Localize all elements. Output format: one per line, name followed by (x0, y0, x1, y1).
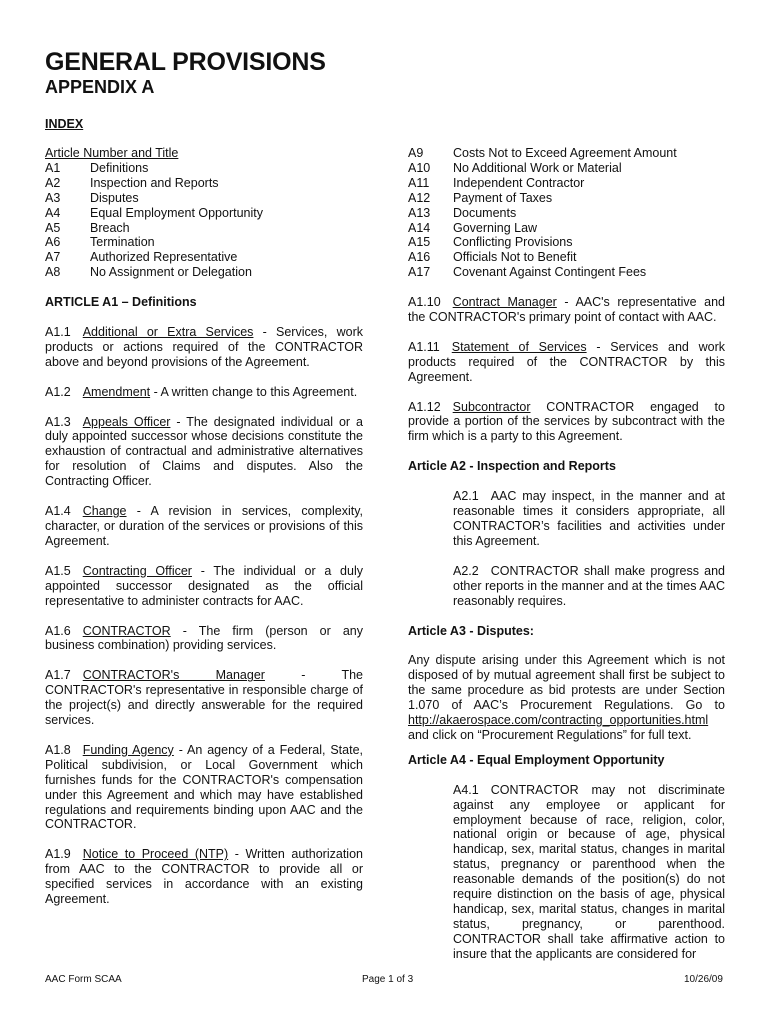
definition-paragraph: A1.9 Notice to Proceed (NTP) - Written authorization from AAC to the CONTRACTOR to provide all or specified services in accordance with an existing Agreement. (45, 847, 363, 907)
footer-form-label: AAC Form SCAA (45, 974, 122, 985)
article-a4-heading: Article A4 - Equal Employment Opportunity (408, 752, 665, 767)
article-a3-heading: Article A3 - Disputes: (408, 623, 534, 638)
index-list-right (408, 146, 738, 280)
index-list-left (45, 146, 375, 280)
procurement-link[interactable]: http://akaerospace.com/contracting_opportunities.html (408, 713, 709, 728)
definition-paragraph: A1.6 CONTRACTOR - The firm (person or any business combination) providing services. (45, 623, 363, 653)
left-column (45, 295, 363, 922)
definition-paragraph: A1.7 CONTRACTOR's Manager - The CONTRACTOR's representative in responsible charge of the project(s) and directly answerable for the required services. (45, 668, 363, 728)
definition-paragraph: A1.2 Amendment - A written change to this Agreement. (45, 384, 358, 399)
index-item: A13 Documents (408, 205, 517, 220)
definition-paragraph: A1.10 Contract Manager - AAC's representative and the CONTRACTOR's primary point of contact with AAC. (408, 295, 725, 324)
index-item: A6 Termination (45, 235, 155, 250)
definition-paragraph: A1.11 Statement of Services - Services and work products required of the CONTRACTOR by this Agreement. (408, 339, 725, 384)
index-item: A9 Costs Not to Exceed Agreement Amount (408, 146, 677, 160)
index-item: A5 Breach (45, 220, 130, 235)
clause-paragraph: A2.1 AAC may inspect, in the manner and at reasonable times it considers appropriate, all CONTRACTOR’s facilities and activities under this Agreement. (453, 489, 725, 548)
index-item: A10 No Additional Work or Material (408, 160, 622, 175)
clause-paragraph: A4.1 CONTRACTOR may not discriminate against any employee or applicant for employment because of race, religion, color, national origin or because of age, physical handicap, sex, marital status, changes in marital status, pregnancy or parenthood when the reasonable demands of the position(s) do not require distinction on the basis of age, physical handicap, sex, marital status, changes in marital status, pregnancy, or parenthood. CONTRACTOR shall take affirmative action to insure that the applicants are considered for (453, 782, 725, 961)
index-item: A8 No Assignment or Delegation (45, 265, 252, 280)
definition-paragraph: A1.8 Funding Agency - An agency of a Federal, State, Political subdivision, or Local Government which furnishes funds for the CONTRACTOR's compensation under this Agreement and which may have established regulations and requirements binding upon AAC and the CONTRACTOR. (45, 742, 363, 832)
index-item: A14 Governing Law (408, 220, 538, 235)
index-item: A12 Payment of Taxes (408, 190, 553, 205)
article-a2-heading: Article A2 - Inspection and Reports (408, 459, 616, 474)
index-item: A1 Definitions (45, 160, 149, 175)
index-item: A16 Officials Not to Benefit (408, 250, 577, 265)
article-a1-heading: ARTICLE A1 – Definitions (45, 295, 197, 309)
footer-date: 10/26/09 (684, 974, 723, 985)
index-item: A15 Conflicting Provisions (408, 235, 573, 250)
footer-page-number: Page 1 of 3 (362, 974, 414, 985)
index-item: A2 Inspection and Reports (45, 175, 219, 190)
index-column-heading: Article Number and Title (45, 146, 179, 160)
right-column (408, 295, 725, 977)
definition-paragraph: A1.5 Contracting Officer - The individual or a duly appointed successor designated as the official representative to administer contracts for AAC. (45, 563, 363, 608)
index-item: A3 Disputes (45, 190, 139, 205)
document-subtitle: APPENDIX A (45, 77, 155, 97)
definition-paragraph: A1.4 Change - A revision in services, complexity, character, or duration of the services or provisions of this Agreement. (45, 504, 363, 548)
index-item: A17 Covenant Against Contingent Fees (408, 265, 647, 280)
index-item: A7 Authorized Representative (45, 250, 238, 265)
index-item: A4 Equal Employment Opportunity (45, 205, 264, 220)
document-title: GENERAL PROVISIONS (45, 48, 326, 76)
index-heading: INDEX (45, 117, 84, 131)
index-item: A11 Independent Contractor (408, 175, 585, 190)
definition-paragraph: A1.1 Additional or Extra Services - Services, work products or actions required of the CONTRACTOR above and beyond provisions of the Agreement. (45, 324, 363, 369)
clause-paragraph: A2.2 CONTRACTOR shall make progress and other reports in the manner and at the times AAC reasonably requires. (453, 563, 725, 608)
definition-paragraph: A1.3 Appeals Officer - The designated individual or a duly appointed successor whose decisions constitute the exhaustion of contractual and administrative alternatives for resolution of Claims and disputes. Also the Contracting Officer. (45, 414, 363, 489)
disputes-paragraph: Any dispute arising under this Agreement which is not disposed of by mutual agreement shall first be subject to the same procedure as bid protests are under Section 1.070 of AAC’s Procurement Regulations. Go to http://akaerospace.com/contracting_opportunities.html and click on “Procurement Regulations” for full text. (408, 653, 725, 742)
definition-paragraph: A1.12 Subcontractor CONTRACTOR engaged to provide a portion of the services by subcontract with the firm which is a party to this Agreement. (408, 399, 725, 444)
